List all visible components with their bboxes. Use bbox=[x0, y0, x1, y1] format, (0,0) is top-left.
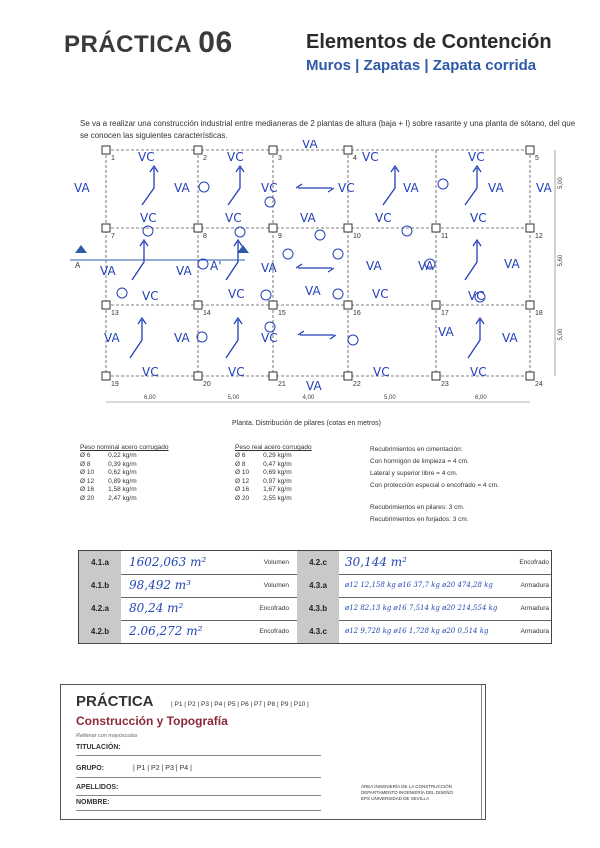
hw-va: VA bbox=[174, 331, 190, 345]
diameter-cell: Ø 10 bbox=[80, 469, 95, 476]
hw-va: VA bbox=[438, 325, 454, 339]
diameter-cell: Ø 6 bbox=[80, 452, 91, 459]
hw-vc: VC bbox=[140, 211, 157, 225]
diameter-cell: Ø 6 bbox=[235, 452, 246, 459]
result-label: Armadura bbox=[520, 605, 549, 612]
result-value: 1602,063 m² bbox=[129, 555, 207, 569]
results-table bbox=[78, 550, 552, 644]
pillar bbox=[269, 372, 277, 380]
pillar-number: 12 bbox=[535, 233, 543, 240]
hw-va: VA bbox=[403, 181, 419, 195]
result-id: 4.2.a bbox=[79, 597, 121, 620]
weight-cell: 0,69 kg/m bbox=[263, 469, 292, 476]
hw-vc: VC bbox=[373, 365, 390, 379]
weight-cell: 0,22 kg/m bbox=[108, 452, 137, 459]
university-address bbox=[361, 784, 481, 802]
form-practica: PRÁCTICA bbox=[76, 693, 154, 710]
result-id: 4.2.c bbox=[297, 551, 339, 574]
diameter-cell: Ø 20 bbox=[235, 494, 250, 502]
diameter-cell: Ø 10 bbox=[235, 469, 250, 476]
peso-nominal-title: Peso nominal acero corrugado bbox=[80, 444, 169, 451]
weight-cell: 2,47 kg/m bbox=[108, 494, 137, 502]
bay-dimension: 6,00 bbox=[144, 395, 156, 401]
hw-vc: VC bbox=[225, 211, 242, 225]
recub-title: Recubrimientos en cimentación: bbox=[370, 446, 463, 453]
row-dimension: 5,00 bbox=[558, 328, 564, 341]
diameter-cell: Ø 16 bbox=[80, 486, 95, 493]
pillar-number: 22 bbox=[353, 381, 361, 388]
peso-real-title: Peso real acero corrugado bbox=[235, 444, 312, 451]
pillar bbox=[269, 301, 277, 309]
result-id: 4.3.c bbox=[297, 620, 339, 643]
result-value: 30,144 m² bbox=[345, 555, 407, 569]
result-id: 4.2.b bbox=[79, 620, 121, 643]
grupo-label: GRUPO: bbox=[76, 765, 104, 772]
row-dimension: 5,60 bbox=[558, 254, 564, 267]
section-marker-right bbox=[237, 245, 249, 253]
table-row bbox=[80, 452, 151, 461]
hw-va: VA bbox=[261, 261, 277, 275]
pillar-number: 8 bbox=[203, 233, 207, 240]
pillar bbox=[432, 224, 440, 232]
result-id: 4.1.a bbox=[79, 551, 121, 574]
section-label: A bbox=[75, 261, 81, 270]
weight-cell: 1,67 kg/m bbox=[263, 486, 292, 493]
pillar bbox=[526, 301, 534, 309]
recub-item: Con hormigón de limpieza = 4 cm. bbox=[370, 458, 469, 465]
pillar bbox=[102, 301, 110, 309]
grupo-options[interactable]: | P1 | P2 | P3 | P4 | bbox=[133, 765, 192, 772]
result-row bbox=[79, 620, 551, 643]
pillar bbox=[526, 146, 534, 154]
bay-dimension: 6,00 bbox=[475, 395, 487, 401]
weight-cell: 0,47 kg/m bbox=[263, 460, 292, 468]
pillar-number: 3 bbox=[278, 155, 282, 162]
hw-vc: VC bbox=[228, 287, 245, 301]
pillar-number: 4 bbox=[353, 155, 357, 162]
diameter-cell: Ø 8 bbox=[235, 460, 246, 468]
hw-va: VA bbox=[74, 181, 90, 195]
hw-va: VA bbox=[418, 259, 434, 273]
practica-title bbox=[64, 26, 233, 60]
nombre-field[interactable] bbox=[76, 810, 321, 811]
pillar-number: 14 bbox=[203, 310, 211, 317]
hw-vc: VC bbox=[372, 287, 389, 301]
table-row bbox=[80, 469, 151, 478]
hw-va: VA bbox=[366, 259, 382, 273]
peso-real-table bbox=[235, 444, 312, 503]
hw-va: VA bbox=[488, 181, 504, 195]
hw-va: VA bbox=[536, 181, 552, 195]
recub-item: Lateral y superior libre = 4 cm. bbox=[370, 470, 458, 477]
table-row bbox=[235, 469, 306, 478]
plan-caption: Planta. Distribución de pilares (cotas en metros) bbox=[232, 420, 382, 427]
pillar bbox=[102, 146, 110, 154]
nombre-label: NOMBRE: bbox=[76, 799, 110, 806]
table-row bbox=[235, 478, 306, 487]
hw-va: VA bbox=[174, 181, 190, 195]
weight-cell: 0,39 kg/m bbox=[108, 460, 137, 468]
pillar bbox=[344, 224, 352, 232]
pillar bbox=[344, 146, 352, 154]
page-subtitle: Muros | Zapatas | Zapata corrida bbox=[306, 57, 537, 74]
result-id: 4.3.b bbox=[297, 597, 339, 620]
result-id: 4.1.b bbox=[79, 574, 121, 597]
result-label: Volumen bbox=[263, 559, 289, 566]
result-value: ø12 82,13 kg ø16 7,514 kg ø20 214,554 kg bbox=[345, 604, 498, 612]
result-value: ø12 9,728 kg ø16 1,728 kg ø20 0,514 kg bbox=[345, 627, 489, 635]
address-line: DEPARTAMENTO INGENIERÍA DEL DISEÑO bbox=[361, 790, 454, 795]
result-value: 2.06,272 m² bbox=[129, 624, 203, 638]
hw-vc: VC bbox=[138, 150, 155, 164]
pillar bbox=[194, 372, 202, 380]
diameter-cell: Ø 16 bbox=[235, 486, 250, 493]
pillar-number: 23 bbox=[441, 381, 449, 388]
pillar bbox=[344, 301, 352, 309]
pillar bbox=[526, 372, 534, 380]
weight-cell: 0,62 kg/m bbox=[108, 469, 137, 476]
hw-va: VA bbox=[306, 379, 322, 393]
pillar-number: 13 bbox=[111, 310, 119, 317]
hw-va: VA bbox=[104, 331, 120, 345]
pillar-number: 21 bbox=[278, 381, 286, 388]
recub-pilares: Recubrimientos en pilares: 3 cm. bbox=[370, 504, 465, 511]
pillar-number: 24 bbox=[535, 381, 543, 388]
hw-vc: VC bbox=[470, 365, 487, 379]
pillar-number: 18 bbox=[535, 310, 543, 317]
bay-dimension: 5,00 bbox=[384, 395, 396, 401]
weight-cell: 1,58 kg/m bbox=[108, 486, 137, 493]
result-value: 80,24 m² bbox=[129, 601, 184, 615]
grupo-field[interactable] bbox=[76, 777, 321, 778]
hw-va: VA bbox=[176, 264, 192, 278]
form-divider bbox=[481, 685, 482, 819]
hw-vc: VC bbox=[362, 150, 379, 164]
result-row bbox=[79, 574, 551, 598]
floor-plan bbox=[70, 140, 590, 425]
pillar bbox=[432, 301, 440, 309]
result-id: 4.3.a bbox=[297, 574, 339, 597]
pillar-number: 15 bbox=[278, 310, 286, 317]
hw-vc: VC bbox=[338, 181, 355, 195]
recubrimientos bbox=[370, 444, 574, 526]
hw-vc: VC bbox=[470, 211, 487, 225]
hw-vc: VC bbox=[142, 289, 159, 303]
pillar bbox=[344, 372, 352, 380]
pillar-number: 20 bbox=[203, 381, 211, 388]
address-line: ÁREA INGENIERÍA DE LA CONSTRUCCIÓN bbox=[361, 784, 453, 789]
pillar-number: 5 bbox=[535, 155, 539, 162]
diameter-cell: Ø 20 bbox=[80, 494, 95, 502]
student-form bbox=[60, 684, 486, 820]
pillar bbox=[526, 224, 534, 232]
hw-va: VA bbox=[100, 264, 116, 278]
result-label: Encofrado bbox=[259, 628, 289, 635]
hw-va: VA bbox=[502, 331, 518, 345]
hw-vc: VC bbox=[261, 331, 278, 345]
result-label: Armadura bbox=[520, 628, 549, 635]
recub-item: Con protección especial o encofrado = 4 cm. bbox=[370, 482, 499, 489]
pillar bbox=[194, 146, 202, 154]
diameter-cell: Ø 12 bbox=[80, 477, 95, 485]
result-label: Volumen bbox=[263, 582, 289, 589]
hw-vc: VC bbox=[227, 150, 244, 164]
result-label: Encofrado bbox=[519, 559, 549, 566]
table-row bbox=[235, 452, 306, 461]
intro-text: Se va a realizar una construcción industrial entre medianeras de 2 plantas de altura (baja + I) sobre rasante y una planta de sótano, del que se conocen las siguientes características. bbox=[80, 119, 576, 140]
hw-a-prime: A' bbox=[210, 259, 222, 273]
hw-va: VA bbox=[504, 257, 520, 271]
bay-dimension: 5,00 bbox=[227, 395, 240, 401]
table-row bbox=[235, 495, 306, 504]
result-value: ø12 12,158 kg ø16 37,7 kg ø20 474,28 kg bbox=[345, 581, 493, 589]
practica-label: PRÁCTICA bbox=[64, 31, 192, 58]
pillar-number: 2 bbox=[203, 155, 207, 162]
hw-vc: VC bbox=[142, 365, 159, 379]
hw-va: VA bbox=[302, 140, 318, 151]
hw-vc: VC bbox=[261, 181, 278, 195]
row-dimension: 5,00 bbox=[558, 177, 564, 189]
pillar-number: 16 bbox=[353, 310, 361, 317]
table-row bbox=[235, 486, 306, 495]
bay-dimension: 4,00 bbox=[302, 395, 315, 401]
weight-cell: 0,97 kg/m bbox=[263, 477, 292, 485]
hw-va: VA bbox=[305, 284, 321, 298]
form-practica-list: | P1 | P2 | P3 | P4 | P5 | P6 | P7 | P8 | P9 | P10 | bbox=[171, 701, 309, 708]
pillar bbox=[102, 224, 110, 232]
table-row bbox=[80, 461, 151, 470]
diameter-cell: Ø 12 bbox=[235, 477, 250, 485]
pillar-number: 7 bbox=[111, 233, 115, 240]
result-row bbox=[79, 551, 551, 575]
table-row bbox=[80, 495, 151, 504]
diameter-cell: Ø 8 bbox=[80, 460, 91, 468]
pillar bbox=[194, 301, 202, 309]
practica-number: 06 bbox=[198, 26, 233, 59]
pillar bbox=[102, 372, 110, 380]
weight-cell: 0,89 kg/m bbox=[108, 477, 137, 485]
hw-vc: VC bbox=[468, 289, 485, 303]
apellidos-field[interactable] bbox=[76, 795, 321, 796]
pillar bbox=[269, 146, 277, 154]
section-marker-left bbox=[75, 245, 87, 253]
pillar bbox=[269, 224, 277, 232]
hw-vc: VC bbox=[375, 211, 392, 225]
result-row bbox=[79, 597, 551, 621]
table-row bbox=[235, 461, 306, 470]
address-line: EPS UNIVERSIDAD DE SEVILLA bbox=[361, 796, 430, 801]
recub-forjados: Recubrimientos en forjados: 3 cm. bbox=[370, 516, 469, 523]
hw-va: VA bbox=[300, 211, 316, 225]
pillar-number: 1 bbox=[111, 155, 115, 162]
pillar bbox=[194, 224, 202, 232]
pillar-number: 11 bbox=[441, 233, 449, 240]
page-title: Elementos de Contención bbox=[306, 31, 552, 53]
weight-cell: 2,55 kg/m bbox=[263, 494, 292, 502]
pillar-number: 17 bbox=[441, 310, 449, 317]
weight-cell: 0,29 kg/m bbox=[263, 452, 292, 459]
titulacion-label: TITULACIÓN: bbox=[76, 744, 121, 751]
result-label: Armadura bbox=[520, 582, 549, 589]
result-label: Encofrado bbox=[259, 605, 289, 612]
hw-vc: VC bbox=[468, 150, 485, 164]
pillar-number: 9 bbox=[278, 233, 282, 240]
titulacion-field[interactable] bbox=[76, 755, 321, 756]
form-course: Construcción y Topografía bbox=[76, 714, 228, 728]
pillar-number: 19 bbox=[111, 381, 119, 388]
pillar bbox=[432, 372, 440, 380]
apellidos-label: APELLIDOS: bbox=[76, 784, 119, 791]
form-note: Rellenar con mayúsculas bbox=[76, 733, 138, 739]
hw-vc: VC bbox=[228, 365, 245, 379]
result-value: 98,492 m³ bbox=[129, 578, 191, 592]
pillar-number: 10 bbox=[353, 233, 361, 240]
table-row bbox=[80, 478, 151, 487]
table-row bbox=[80, 486, 151, 495]
peso-nominal-table bbox=[80, 444, 169, 503]
